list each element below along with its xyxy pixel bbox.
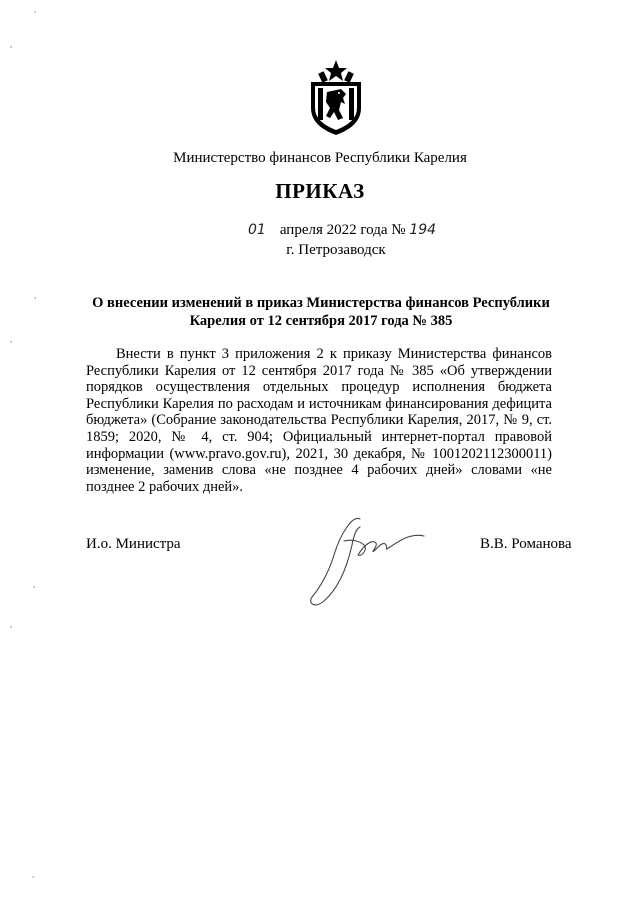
signer-title: И.о. Министра [86, 536, 181, 552]
scan-speck: ˈ [10, 45, 13, 54]
scan-speck: ˈ [34, 296, 37, 305]
ministry-name: Министерство финансов Республики Карелия [173, 150, 467, 166]
karelia-coat-of-arms-icon [305, 58, 367, 136]
document-title: ПРИКАЗ [275, 179, 365, 203]
scan-speck: ˈ [32, 875, 35, 884]
scan-speck: ˈ [10, 340, 13, 349]
order-day-handwritten: 01 [248, 222, 266, 238]
order-subject: О внесении изменений в приказ Министерства финансов Республики Карелия от 12 сентября 2017 года № 385 [92, 295, 550, 329]
order-number-handwritten: 194 [409, 222, 437, 238]
signer-name: В.В. Романова [480, 536, 572, 552]
scan-speck: ˈ [10, 625, 13, 634]
handwritten-signature-icon [300, 505, 430, 615]
order-city: г. Петрозаводск [286, 242, 386, 258]
order-date-line [248, 222, 436, 239]
order-date-text: апреля 2022 года № [279, 222, 406, 238]
scan-speck: ˈ [34, 10, 37, 19]
order-body-paragraph: Внести в пункт 3 приложения 2 к приказу Министерства финансов Республики Карелия от 12 сентября 2017 года № 385 «Об утверждении порядков осуществления отдельных процедур исполнения бюджета Республики Карелия по расходам и источникам финансирования дефицита бюджета» (Собрание законодательства Республики Карелия, 2017, № 9, ст. 1859; 2020, № 4, ст. 904; Официальный интернет-портал правовой информации (www.pravo.gov.ru), 2021, 30 декабря, № 1001202112300011) изменение, заменив слова «не позднее 4 рабочих дней» словами «не позднее 2 рабочих дней». [86, 346, 552, 495]
scan-speck: ˈ [33, 585, 36, 594]
